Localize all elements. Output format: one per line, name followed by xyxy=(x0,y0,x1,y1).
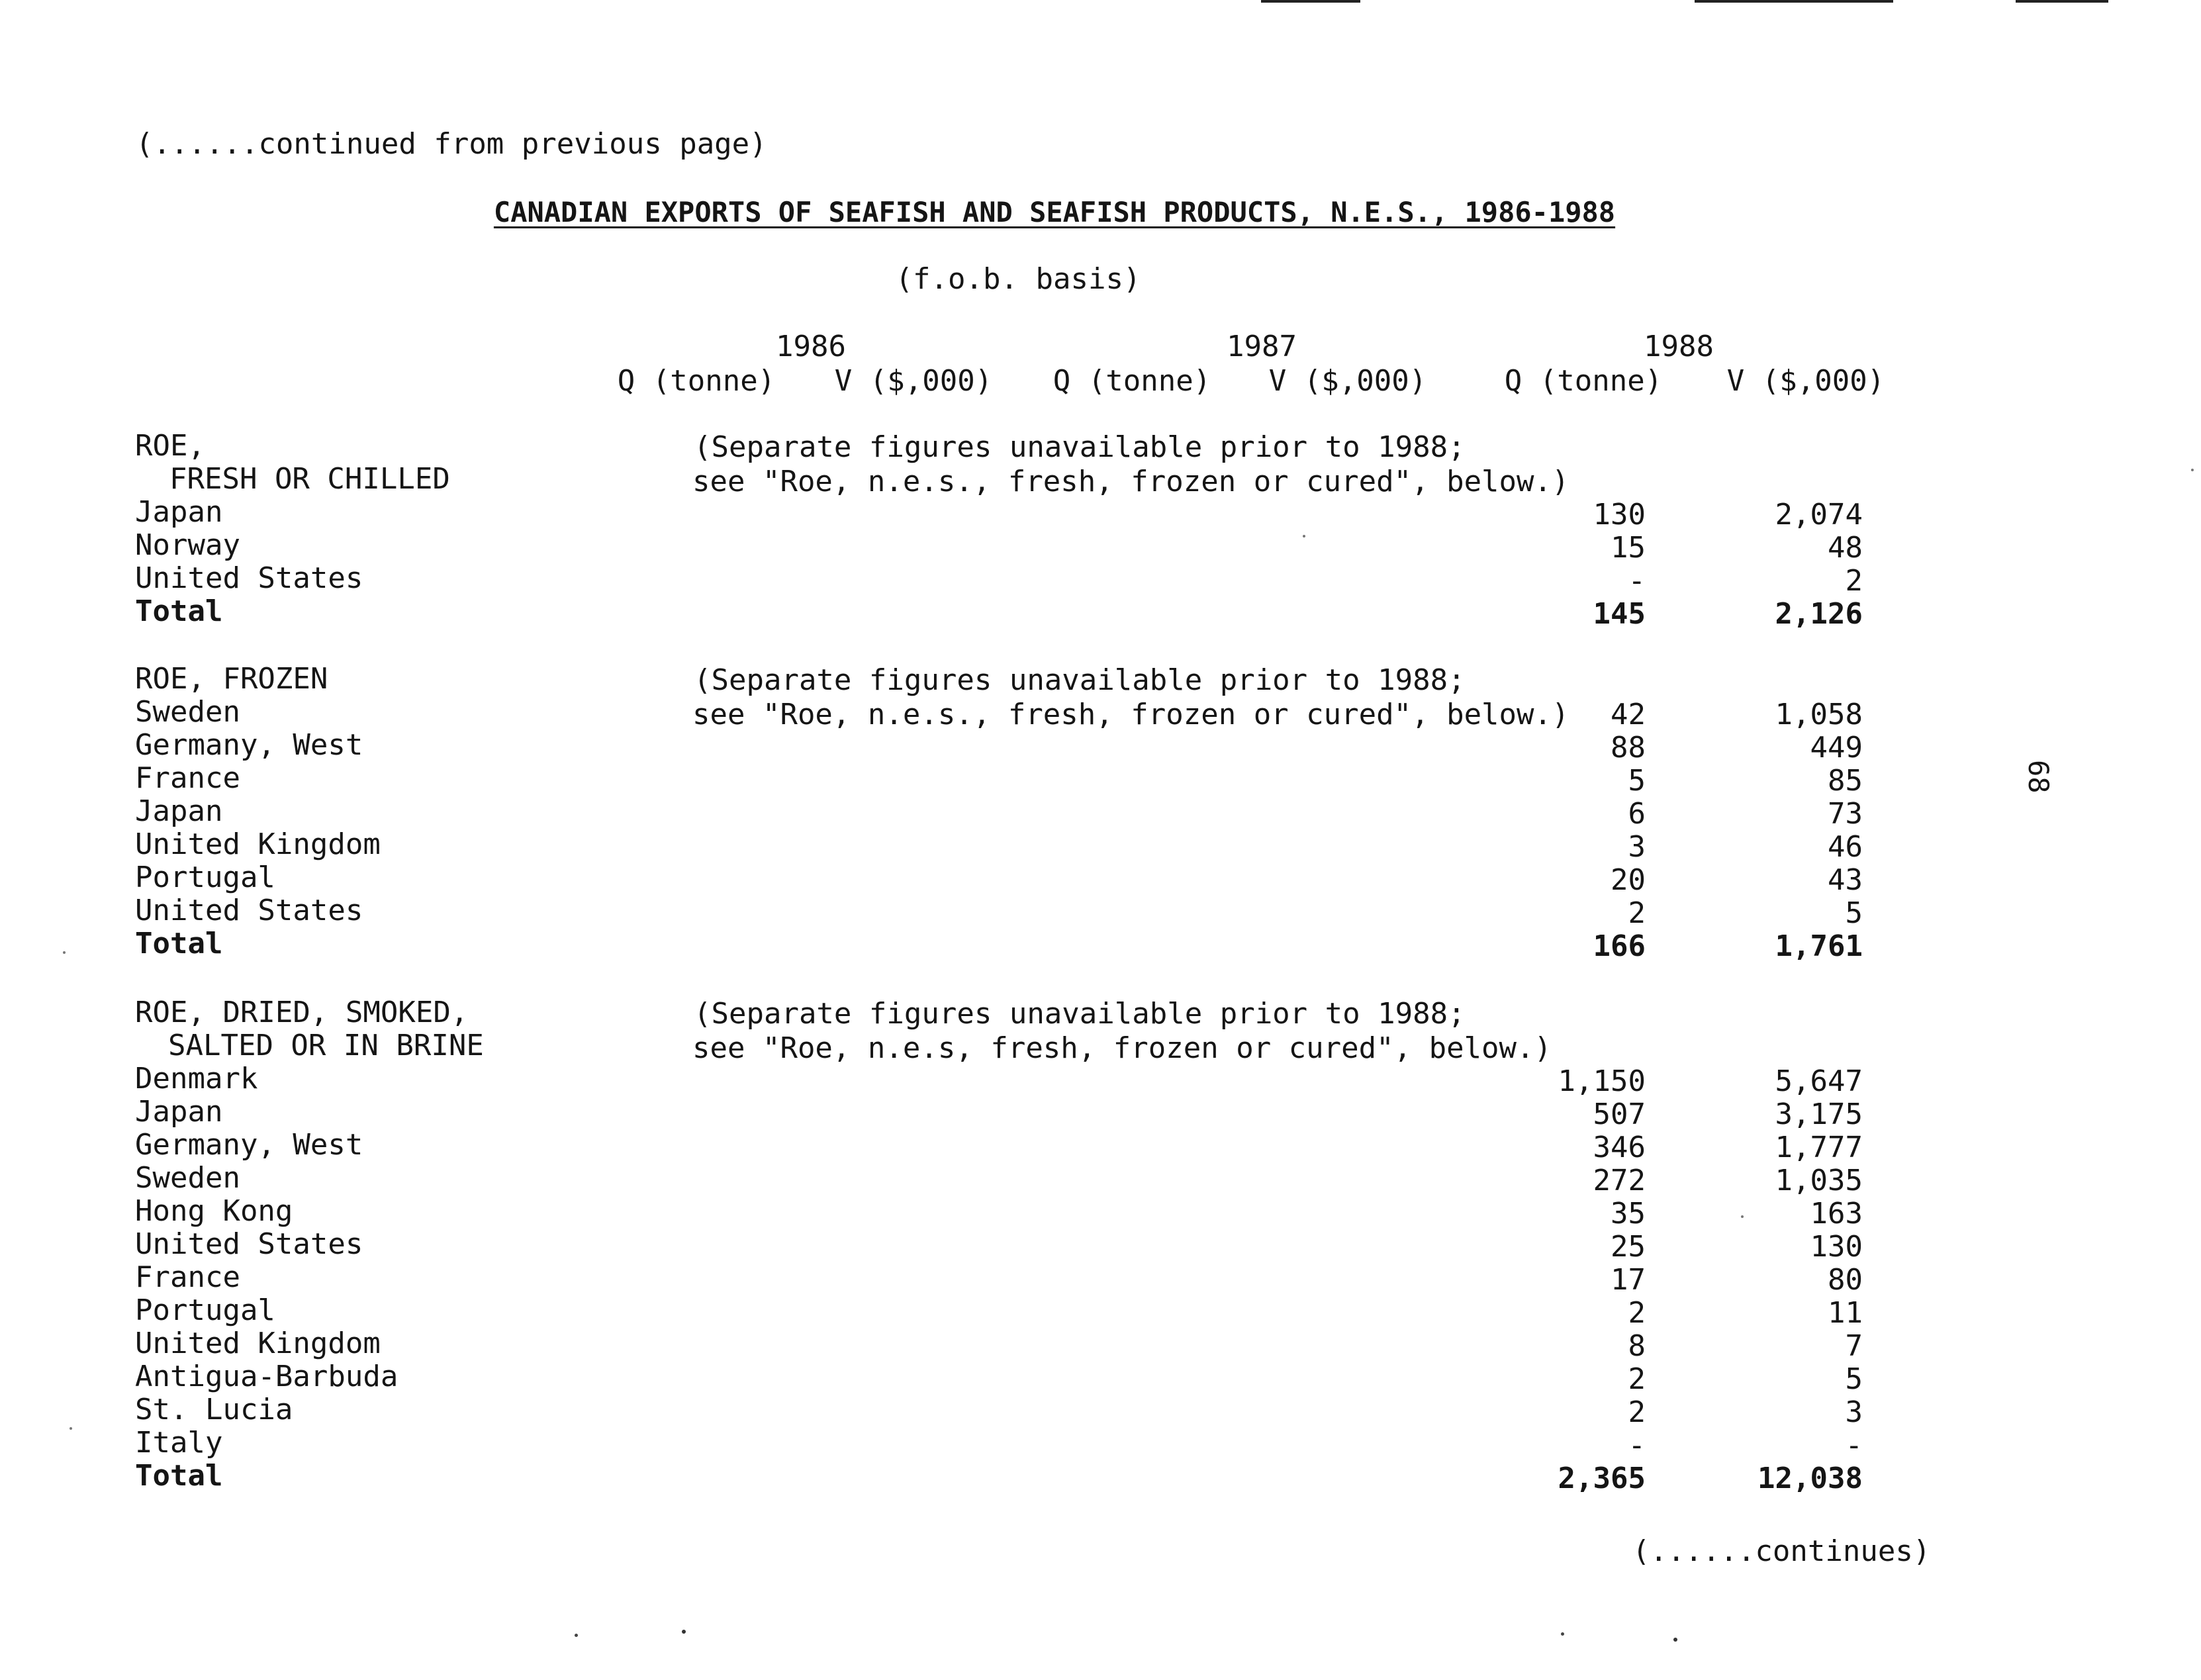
row-v-1988: 449 xyxy=(1810,731,1863,765)
row-country: France xyxy=(135,761,240,795)
row-q-1988: 88 xyxy=(1611,731,1646,765)
row-q-1988: 20 xyxy=(1611,863,1646,897)
row-q-1988: 8 xyxy=(1628,1329,1646,1363)
row-q-1988: - xyxy=(1628,1428,1646,1462)
row-q-1988: 6 xyxy=(1628,797,1646,831)
scan-artifact-line xyxy=(1695,0,1893,3)
section-heading: ROE, FROZEN xyxy=(135,662,328,696)
row-q-1988: 25 xyxy=(1611,1230,1646,1264)
section-heading-sub: FRESH OR CHILLED xyxy=(169,462,450,496)
continued-note: (......continued from previous page) xyxy=(136,127,767,161)
scan-speck xyxy=(70,1427,72,1430)
total-label: Total xyxy=(135,1459,223,1493)
row-q-1988: 507 xyxy=(1593,1097,1646,1131)
row-v-1988: 1,777 xyxy=(1775,1131,1863,1164)
total-label: Total xyxy=(135,927,223,960)
row-country: France xyxy=(135,1260,240,1294)
row-country: Hong Kong xyxy=(135,1194,293,1228)
section-heading-sub: SALTED OR IN BRINE xyxy=(168,1029,484,1062)
row-v-1988: 73 xyxy=(1828,797,1863,831)
row-country: Antigua-Barbuda xyxy=(135,1360,398,1393)
section-note: (Separate figures unavailable prior to 1988; xyxy=(694,430,1466,464)
col-header-v-1988: V ($,000) xyxy=(1726,364,1885,398)
row-v-1988: 43 xyxy=(1828,863,1863,897)
row-v-1988: 2,074 xyxy=(1775,498,1863,532)
row-q-1988: 5 xyxy=(1628,764,1646,798)
row-q-1988: 1,150 xyxy=(1558,1064,1646,1098)
section-note-line2: see "Roe, n.e.s, fresh, frozen or cured", below.) xyxy=(692,1031,1552,1065)
scan-speck xyxy=(575,1634,578,1637)
scan-artifact-line xyxy=(1261,0,1360,3)
row-country: Germany, West xyxy=(135,728,363,762)
row-country: Sweden xyxy=(135,695,240,729)
total-v-1988: 12,038 xyxy=(1757,1462,1863,1495)
year-header-1986: 1986 xyxy=(776,330,846,363)
row-country: Denmark xyxy=(135,1062,258,1096)
continues-note: (......continues) xyxy=(1632,1534,1931,1568)
row-q-1988: 17 xyxy=(1611,1263,1646,1297)
row-v-1988: - xyxy=(1845,1428,1863,1462)
section-note: (Separate figures unavailable prior to 1988; xyxy=(694,663,1466,697)
row-v-1988: 3 xyxy=(1845,1395,1863,1429)
row-country: Sweden xyxy=(135,1161,240,1195)
scan-speck xyxy=(682,1630,686,1634)
scan-speck xyxy=(1673,1638,1677,1642)
row-v-1988: 85 xyxy=(1828,764,1863,798)
row-country: Portugal xyxy=(135,861,275,894)
col-header-v-1987: V ($,000) xyxy=(1268,364,1427,398)
col-header-q-1987: Q (tonne) xyxy=(1053,364,1211,398)
row-country: Japan xyxy=(135,794,223,828)
scan-speck xyxy=(1561,1632,1564,1636)
row-q-1988: - xyxy=(1628,564,1646,598)
row-v-1988: 5 xyxy=(1845,896,1863,930)
row-country: Italy xyxy=(135,1426,223,1460)
row-country: United States xyxy=(135,561,363,595)
row-q-1988: 2 xyxy=(1628,1362,1646,1396)
row-country: Norway xyxy=(135,528,240,562)
total-q-1988: 145 xyxy=(1593,597,1646,631)
row-country: United States xyxy=(135,1227,363,1261)
page-title: CANADIAN EXPORTS OF SEAFISH AND SEAFISH PRODUCTS, N.E.S., 1986-1988 xyxy=(493,196,1616,228)
page-subtitle: (f.o.b. basis) xyxy=(895,262,1141,296)
row-q-1988: 35 xyxy=(1611,1197,1646,1231)
section-heading: ROE, DRIED, SMOKED, xyxy=(135,996,469,1029)
row-country: United Kingdom xyxy=(135,827,381,861)
row-country: United States xyxy=(135,894,363,927)
col-header-q-1986: Q (tonne) xyxy=(617,364,776,398)
row-q-1988: 2 xyxy=(1628,1395,1646,1429)
row-country: St. Lucia xyxy=(135,1393,293,1426)
section-note: (Separate figures unavailable prior to 1988; xyxy=(694,997,1466,1031)
total-v-1988: 2,126 xyxy=(1775,597,1863,631)
row-v-1988: 3,175 xyxy=(1775,1097,1863,1131)
total-q-1988: 166 xyxy=(1593,929,1646,963)
row-q-1988: 2 xyxy=(1628,1296,1646,1330)
section-note-line2: see "Roe, n.e.s., fresh, frozen or cured", below.) xyxy=(692,698,1569,731)
total-q-1988: 2,365 xyxy=(1558,1462,1646,1495)
row-v-1988: 163 xyxy=(1810,1197,1863,1231)
total-label: Total xyxy=(135,594,223,628)
scan-speck xyxy=(1741,1215,1744,1218)
row-q-1988: 42 xyxy=(1611,698,1646,731)
row-q-1988: 272 xyxy=(1593,1164,1646,1197)
scan-speck xyxy=(1303,535,1305,537)
row-v-1988: 130 xyxy=(1810,1230,1863,1264)
row-q-1988: 130 xyxy=(1593,498,1646,532)
year-header-1987: 1987 xyxy=(1227,330,1297,363)
row-country: Portugal xyxy=(135,1293,275,1327)
col-header-v-1986: V ($,000) xyxy=(834,364,993,398)
scan-speck xyxy=(63,951,66,954)
section-heading: ROE, xyxy=(135,429,205,463)
row-v-1988: 48 xyxy=(1828,531,1863,565)
row-v-1988: 7 xyxy=(1845,1329,1863,1363)
scan-speck xyxy=(2191,469,2194,471)
total-v-1988: 1,761 xyxy=(1775,929,1863,963)
row-v-1988: 46 xyxy=(1828,830,1863,864)
row-country: United Kingdom xyxy=(135,1327,381,1360)
year-header-1988: 1988 xyxy=(1644,330,1714,363)
scan-artifact-line xyxy=(2016,0,2108,3)
section-note-line2: see "Roe, n.e.s., fresh, frozen or cured", below.) xyxy=(692,465,1569,498)
row-country: Japan xyxy=(135,495,223,529)
row-v-1988: 1,058 xyxy=(1775,698,1863,731)
row-q-1988: 2 xyxy=(1628,896,1646,930)
page-number: 68 xyxy=(2022,760,2055,794)
row-v-1988: 5 xyxy=(1845,1362,1863,1396)
row-q-1988: 15 xyxy=(1611,531,1646,565)
row-v-1988: 80 xyxy=(1828,1263,1863,1297)
row-country: Germany, West xyxy=(135,1128,363,1162)
row-v-1988: 5,647 xyxy=(1775,1064,1863,1098)
row-v-1988: 2 xyxy=(1845,564,1863,598)
row-q-1988: 346 xyxy=(1593,1131,1646,1164)
row-q-1988: 3 xyxy=(1628,830,1646,864)
row-country: Japan xyxy=(135,1095,223,1129)
row-v-1988: 11 xyxy=(1828,1296,1863,1330)
row-v-1988: 1,035 xyxy=(1775,1164,1863,1197)
col-header-q-1988: Q (tonne) xyxy=(1504,364,1663,398)
